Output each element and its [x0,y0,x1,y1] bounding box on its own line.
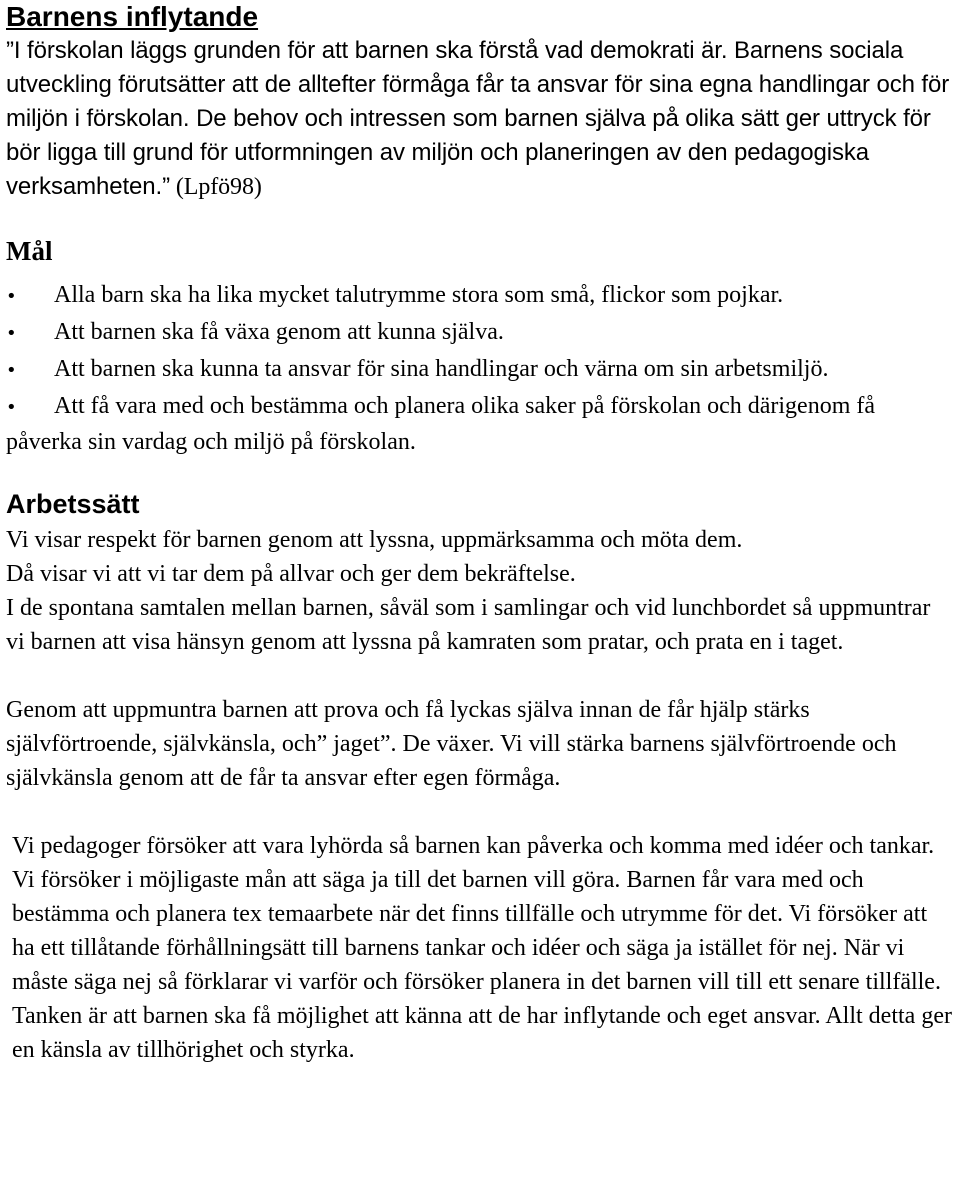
goal-item [6,278,954,314]
bullet-icon: • [6,286,17,307]
methods-paragraph: Vi visar respekt för barnen genom att lyssna, uppmärksamma och möta dem. [6,527,743,553]
methods-paragraph: Genom att uppmuntra barnen att prova och få lyckas själva innan de får hjälp stärks självförtroende, självkänsla, och” jaget”. De växer. Vi vill stärka barnens självförtroende och självkänsla genom att de får ta ansvar efter egen förmåga. [6,697,897,791]
page-title: Barnens inflytande [6,1,259,32]
quote-source: (Lpfö98) [170,174,262,200]
methods-paragraph: I de spontana samtalen mellan barnen, såväl som i samlingar och vid lunchbordet så uppmuntrar vi barnen att visa hänsyn genom att lyssna på kamraten som pratar, och prata en i taget. [6,595,931,655]
bullet-icon: • [6,397,17,418]
goals-list [6,278,954,459]
goal-text: Att barnen ska få växa genom att kunna själva. [54,319,504,345]
goals-heading: Mål [6,236,53,266]
methods-heading: Arbetssätt [6,489,140,519]
goal-item [6,352,954,388]
goal-item [6,389,954,459]
goal-text: Att få vara med och bestämma och planera olika saker på förskolan och därigenom få påverka sin vardag och miljö på förskolan. [6,393,876,455]
methods-paragraph: Vi pedagoger försöker att vara lyhörda så barnen kan påverka och komma med idéer och tankar. Vi försöker i möjligaste mån att säga ja till det barnen vill göra. Barnen får vara med och bestämma och planera tex temaarbete när det finns tillfälle och utrymme för det. Vi försöker att ha ett tillåtande förhållningsätt till barnens tankar och idéer och säga ja istället för nej. När vi måste säga nej så förklarar vi varför och försöker planera in det barnen vill till ett senare tillfälle. Tanken är att barnen ska få möjlighet att känna att de har inflytande och eget ansvar. Allt detta ger en känsla av tillhörighet och styrka. [12,833,952,1063]
quote-text: ”I förskolan läggs grunden för att barnen ska förstå vad demokrati är. Barnens sociala utveckling förutsätter att de alltefter förmåga får ta ansvar för sina egna handlingar och för miljön i förskolan. De behov och intressen som barnen själva på olika sätt ger uttryck för bör ligga till grund för utformningen av miljön och planeringen av den pedagogiska verksamheten.” [6,37,950,200]
goal-text: Att barnen ska kunna ta ansvar för sina handlingar och värna om sin arbetsmiljö. [54,356,829,382]
curriculum-quote [6,34,954,204]
goal-item [6,315,954,351]
goal-text: Alla barn ska ha lika mycket talutrymme stora som små, flickor som pojkar. [54,282,784,308]
bullet-icon: • [6,323,17,344]
bullet-icon: • [6,360,17,381]
methods-paragraph: Då visar vi att vi tar dem på allvar och ger dem bekräftelse. [6,561,576,587]
